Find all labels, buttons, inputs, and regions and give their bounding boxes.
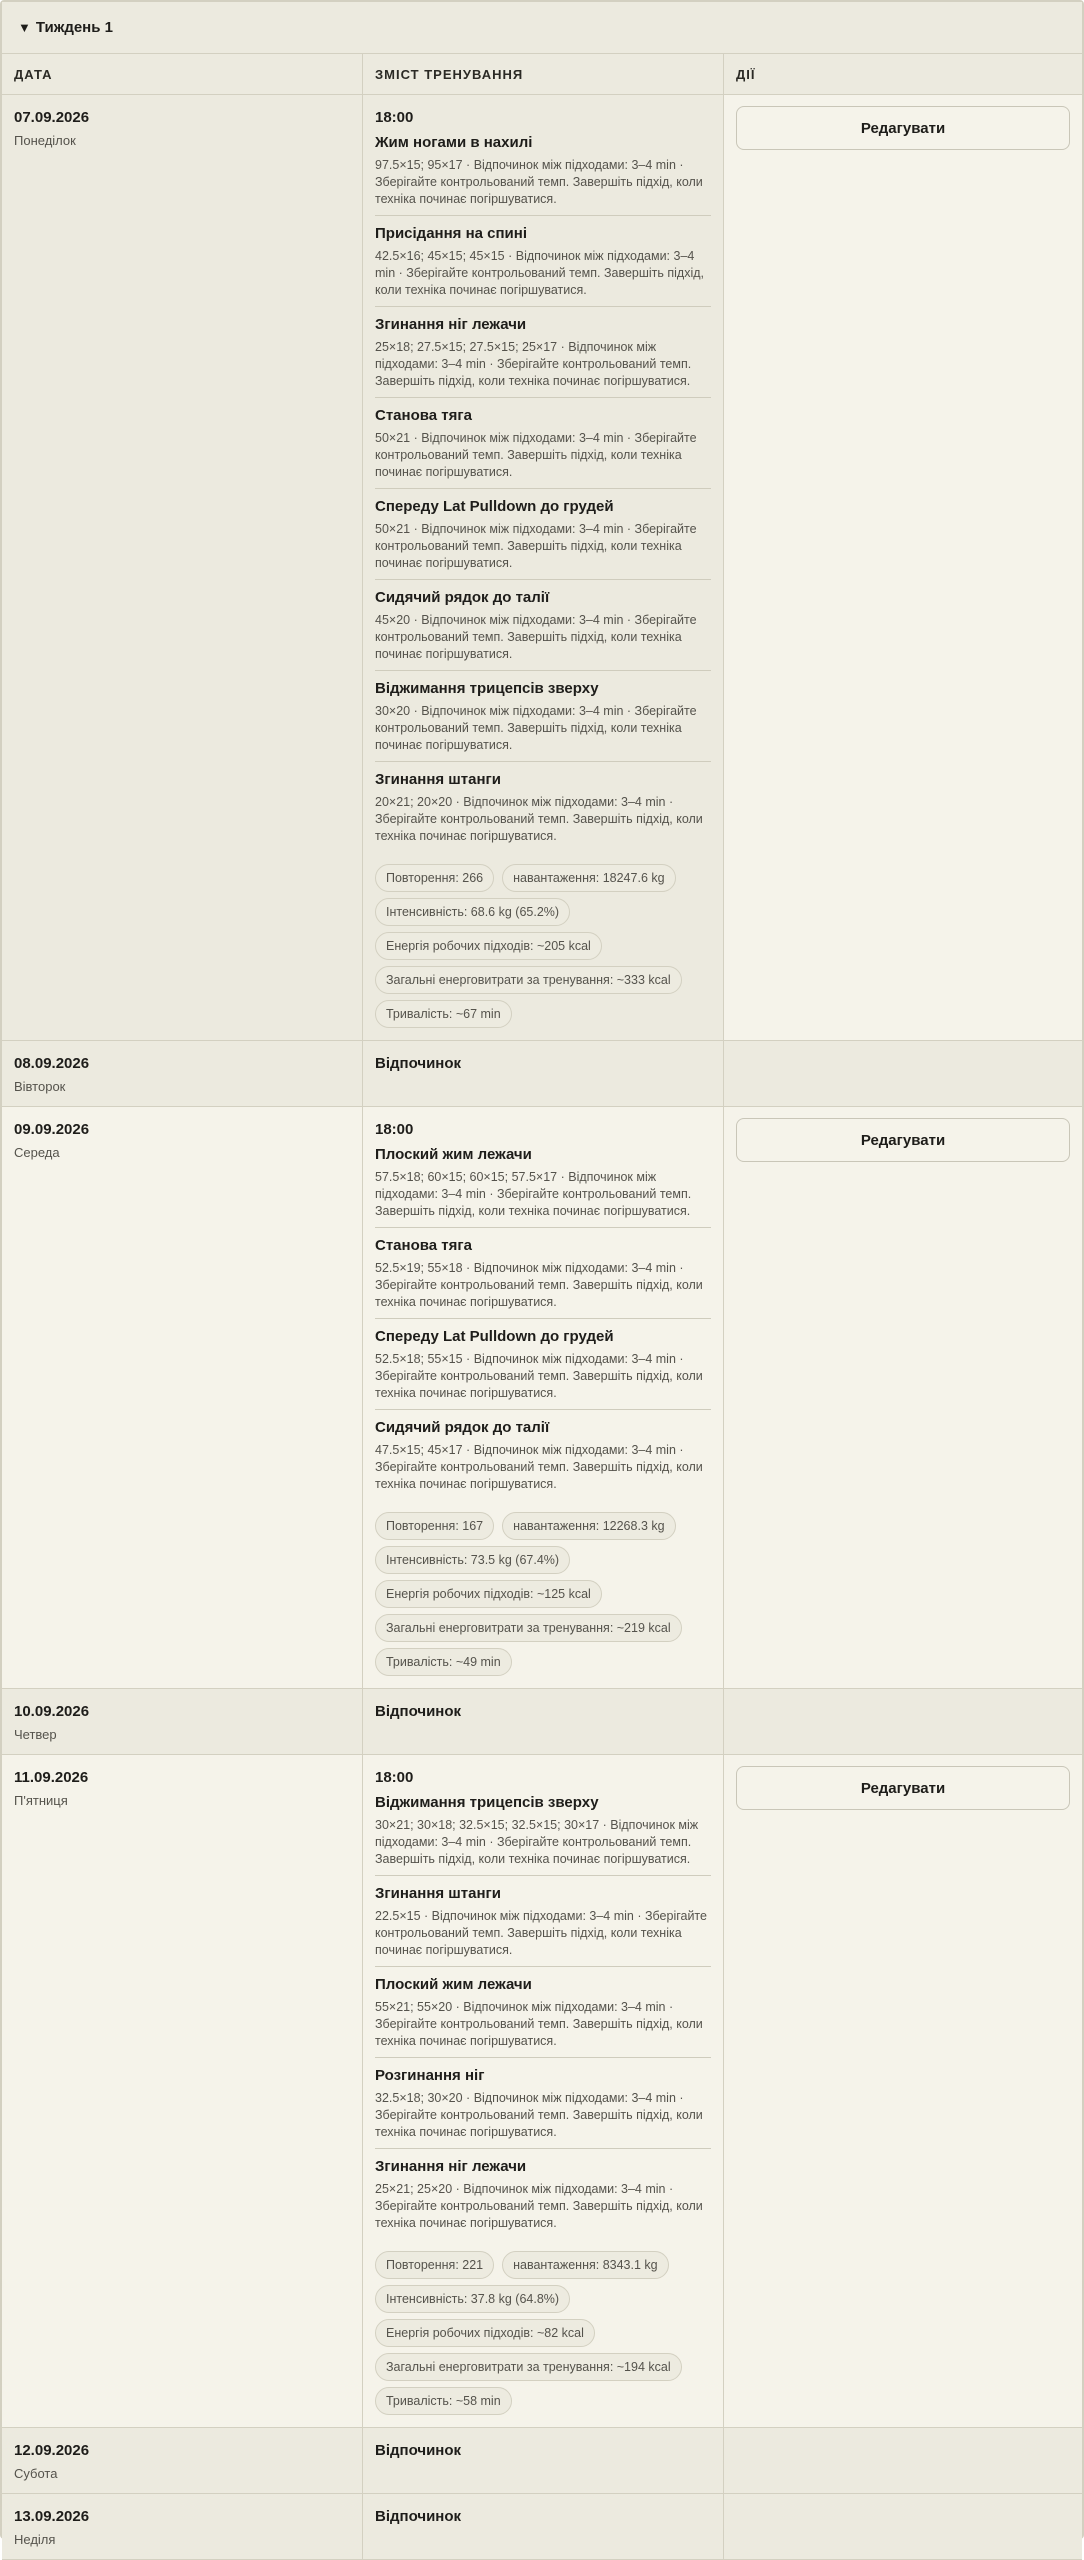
content-cell	[363, 1689, 724, 1754]
exercise-name: Віджимання трицепсів зверху	[375, 1794, 599, 1811]
exercise-details: 32.5×18; 30×20 · Відпочинок між підходами: 3–4 min · Зберігайте контрольований темп. Завершіть підхід, коли техніка починає погіршуватися.	[375, 2091, 703, 2139]
exercise-name: Віджимання трицепсів зверху	[375, 680, 599, 697]
exercise-item	[375, 498, 711, 580]
stat-badge: Повторення: 221	[375, 2251, 494, 2279]
exercise-details: 57.5×18; 60×15; 60×15; 57.5×17 · Відпочинок між підходами: 3–4 min · Зберігайте контрольований темп. Завершіть підхід, коли техніка починає погіршуватися.	[375, 1170, 692, 1218]
column-header-actions: ДІЇ	[736, 67, 756, 82]
rest-label: Відпочинок	[375, 2508, 462, 2525]
workout-time: 18:00	[375, 1769, 414, 1786]
table-body	[2, 95, 1082, 2560]
exercise-details: 20×21; 20×20 · Відпочинок між підходами: 3–4 min · Зберігайте контрольований темп. Завершіть підхід, коли техніка починає погіршуватися.	[375, 795, 703, 843]
exercise-item	[375, 1237, 711, 1319]
rest-label: Відпочинок	[375, 2442, 462, 2459]
table-row	[2, 2428, 1082, 2494]
exercise-item	[375, 1419, 711, 1500]
exercise-item	[375, 225, 711, 307]
exercise-details: 52.5×18; 55×15 · Відпочинок між підходами: 3–4 min · Зберігайте контрольований темп. Завершіть підхід, коли техніка починає погіршуватися.	[375, 1352, 703, 1400]
exercise-details: 55×21; 55×20 · Відпочинок між підходами: 3–4 min · Зберігайте контрольований темп. Завершіть підхід, коли техніка починає погіршуватися.	[375, 2000, 703, 2048]
stat-badge: навантаження: 18247.6 kg	[502, 864, 675, 892]
content-cell	[363, 95, 724, 1040]
content-cell	[363, 2428, 724, 2493]
actions-cell	[724, 2428, 1082, 2493]
day-weekday: Понеділок	[14, 133, 76, 148]
actions-cell	[724, 2494, 1082, 2559]
day-weekday: Середа	[14, 1145, 60, 1160]
day-weekday: Неділя	[14, 2532, 56, 2547]
workout-time: 18:00	[375, 1121, 414, 1138]
exercise-item	[375, 407, 711, 489]
day-date: 08.09.2026	[14, 1055, 90, 1072]
exercise-name: Спереду Lat Pulldown до грудей	[375, 1328, 614, 1345]
day-date: 10.09.2026	[14, 1703, 90, 1720]
actions-cell	[724, 95, 1082, 1040]
stat-badge: Енергія робочих підходів: ~125 kcal	[375, 1580, 602, 1608]
exercise-details: 22.5×15 · Відпочинок між підходами: 3–4 min · Зберігайте контрольований темп. Завершіть підхід, коли техніка починає погіршуватися.	[375, 1909, 707, 1957]
table-row	[2, 2494, 1082, 2560]
date-cell	[2, 2494, 363, 2559]
exercise-name: Згинання ніг лежачи	[375, 316, 527, 333]
content-cell	[363, 2494, 724, 2559]
edit-button[interactable]: Редагувати	[736, 1766, 1070, 1810]
stat-badge: Тривалість: ~58 min	[375, 2387, 512, 2415]
exercise-item	[375, 1794, 711, 1876]
week-toggle[interactable]	[2, 2, 1082, 54]
date-cell	[2, 1755, 363, 2427]
table-row	[2, 1755, 1082, 2428]
exercise-item	[375, 134, 711, 216]
actions-cell	[724, 1107, 1082, 1688]
edit-button[interactable]: Редагувати	[736, 106, 1070, 150]
actions-cell	[724, 1689, 1082, 1754]
day-date: 12.09.2026	[14, 2442, 90, 2459]
actions-cell	[724, 1755, 1082, 2427]
date-cell	[2, 2428, 363, 2493]
date-cell	[2, 1041, 363, 1106]
exercise-name: Жим ногами в нахилі	[375, 134, 533, 151]
caret-down-icon: ▼	[18, 20, 31, 35]
content-cell	[363, 1107, 724, 1688]
exercise-name: Сидячий рядок до талії	[375, 1419, 550, 1436]
day-weekday: Вівторок	[14, 1079, 66, 1094]
exercise-details: 30×21; 30×18; 32.5×15; 32.5×15; 30×17 · Відпочинок між підходами: 3–4 min · Зберігайте контрольований темп. Завершіть підхід, коли техніка починає погіршуватися.	[375, 1818, 699, 1866]
stat-badge: Загальні енерговитрати за тренування: ~194 kcal	[375, 2353, 682, 2381]
exercise-details: 30×20 · Відпочинок між підходами: 3–4 min · Зберігайте контрольований темп. Завершіть підхід, коли техніка починає погіршуватися.	[375, 704, 697, 752]
exercise-name: Плоский жим лежачи	[375, 1146, 532, 1163]
stat-badge: Тривалість: ~67 min	[375, 1000, 512, 1028]
day-date: 13.09.2026	[14, 2508, 90, 2525]
stat-badge: Інтенсивність: 68.6 kg (65.2%)	[375, 898, 570, 926]
exercise-name: Розгинання ніг	[375, 2067, 485, 2084]
stat-badge: Інтенсивність: 73.5 kg (67.4%)	[375, 1546, 570, 1574]
exercise-item	[375, 1885, 711, 1967]
date-cell	[2, 1689, 363, 1754]
table-row	[2, 1041, 1082, 1107]
exercise-name: Станова тяга	[375, 407, 472, 424]
exercise-details: 45×20 · Відпочинок між підходами: 3–4 min · Зберігайте контрольований темп. Завершіть підхід, коли техніка починає погіршуватися.	[375, 613, 697, 661]
workout-stats	[375, 1512, 711, 1676]
stat-badge: Загальні енерговитрати за тренування: ~219 kcal	[375, 1614, 682, 1642]
stat-badge: Інтенсивність: 37.8 kg (64.8%)	[375, 2285, 570, 2313]
table-row	[2, 1107, 1082, 1689]
stat-badge: навантаження: 12268.3 kg	[502, 1512, 675, 1540]
content-cell	[363, 1755, 724, 2427]
exercise-details: 47.5×15; 45×17 · Відпочинок між підходами: 3–4 min · Зберігайте контрольований темп. Завершіть підхід, коли техніка починає погіршуватися.	[375, 1443, 703, 1491]
stat-badge: Повторення: 266	[375, 864, 494, 892]
exercise-item	[375, 316, 711, 398]
exercise-name: Присідання на спині	[375, 225, 527, 242]
exercise-item	[375, 1328, 711, 1410]
exercise-name: Згинання ніг лежачи	[375, 2158, 527, 2175]
exercise-item	[375, 2158, 711, 2239]
exercise-name: Плоский жим лежачи	[375, 1976, 532, 1993]
table-row	[2, 95, 1082, 1041]
workout-stats	[375, 2251, 711, 2415]
rest-label: Відпочинок	[375, 1703, 462, 1720]
day-date: 07.09.2026	[14, 109, 90, 126]
stat-badge: навантаження: 8343.1 kg	[502, 2251, 669, 2279]
exercise-name: Сидячий рядок до талії	[375, 589, 550, 606]
column-header-date: ДАТА	[2, 54, 363, 94]
exercise-name: Станова тяга	[375, 1237, 472, 1254]
actions-cell	[724, 1041, 1082, 1106]
exercise-details: 25×18; 27.5×15; 27.5×15; 25×17 · Відпочинок між підходами: 3–4 min · Зберігайте контрольований темп. Завершіть підхід, коли техніка починає погіршуватися.	[375, 340, 692, 388]
table-row	[2, 1689, 1082, 1755]
stat-badge: Повторення: 167	[375, 1512, 494, 1540]
exercise-details: 50×21 · Відпочинок між підходами: 3–4 min · Зберігайте контрольований темп. Завершіть підхід, коли техніка починає погіршуватися.	[375, 522, 697, 570]
content-cell	[363, 1041, 724, 1106]
exercise-details: 25×21; 25×20 · Відпочинок між підходами: 3–4 min · Зберігайте контрольований темп. Завершіть підхід, коли техніка починає погіршуватися.	[375, 2182, 703, 2230]
rest-label: Відпочинок	[375, 1055, 462, 1072]
column-header-content: ЗМІСТ ТРЕНУВАННЯ	[363, 54, 724, 94]
exercise-details: 50×21 · Відпочинок між підходами: 3–4 min · Зберігайте контрольований темп. Завершіть підхід, коли техніка починає погіршуватися.	[375, 431, 697, 479]
edit-button[interactable]: Редагувати	[736, 1118, 1070, 1162]
exercise-details: 42.5×16; 45×15; 45×15 · Відпочинок між підходами: 3–4 min · Зберігайте контрольований темп. Завершіть підхід, коли техніка починає погіршуватися.	[375, 249, 704, 297]
day-date: 11.09.2026	[14, 1769, 89, 1786]
day-weekday: Четвер	[14, 1727, 57, 1742]
exercise-name: Згинання штанги	[375, 1885, 502, 1902]
table-header	[2, 54, 1082, 95]
day-date: 09.09.2026	[14, 1121, 90, 1138]
day-weekday: П'ятниця	[14, 1793, 68, 1808]
exercise-name: Згинання штанги	[375, 771, 502, 788]
stat-badge: Енергія робочих підходів: ~82 kcal	[375, 2319, 595, 2347]
date-cell	[2, 1107, 363, 1688]
week-title: Тиждень 1	[35, 19, 113, 36]
exercise-item	[375, 771, 711, 852]
stat-badge: Тривалість: ~49 min	[375, 1648, 512, 1676]
stat-badge: Загальні енерговитрати за тренування: ~333 kcal	[375, 966, 682, 994]
exercise-item	[375, 589, 711, 671]
stat-badge: Енергія робочих підходів: ~205 kcal	[375, 932, 602, 960]
exercise-item	[375, 1146, 711, 1228]
exercise-item	[375, 1976, 711, 2058]
exercise-item	[375, 680, 711, 762]
exercise-name: Спереду Lat Pulldown до грудей	[375, 498, 614, 515]
workout-stats	[375, 864, 711, 1028]
exercise-details: 52.5×19; 55×18 · Відпочинок між підходами: 3–4 min · Зберігайте контрольований темп. Завершіть підхід, коли техніка починає погіршуватися.	[375, 1261, 703, 1309]
date-cell	[2, 95, 363, 1040]
exercise-item	[375, 2067, 711, 2149]
day-weekday: Субота	[14, 2466, 58, 2481]
workout-time: 18:00	[375, 109, 414, 126]
exercise-details: 97.5×15; 95×17 · Відпочинок між підходами: 3–4 min · Зберігайте контрольований темп. Завершіть підхід, коли техніка починає погіршуватися.	[375, 158, 703, 206]
